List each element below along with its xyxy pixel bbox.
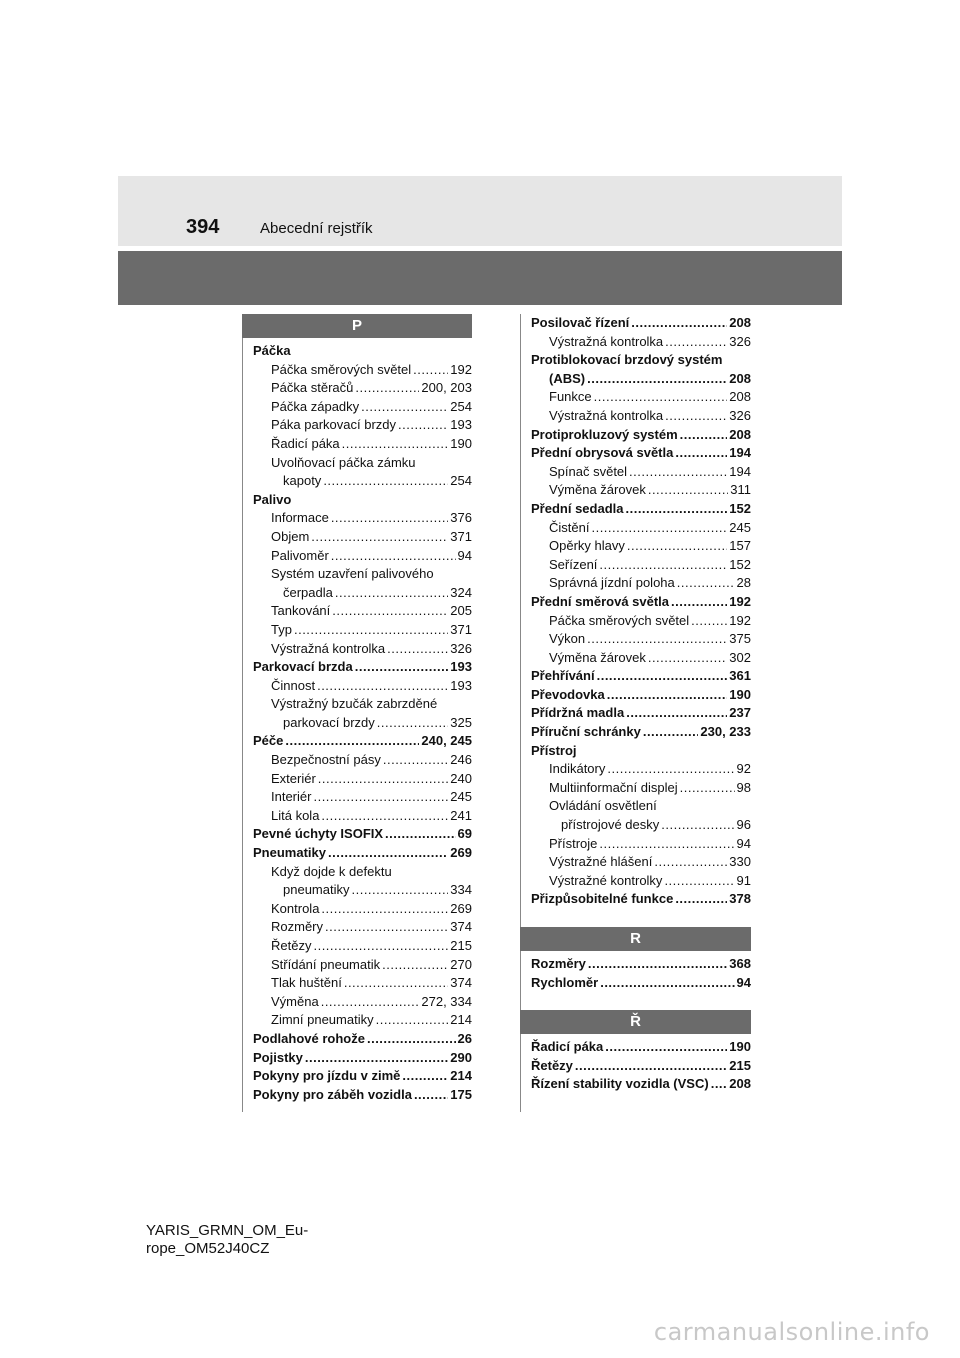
entry-term: Řadicí páka (531, 1039, 604, 1055)
index-entry (531, 872, 751, 891)
entry-term: Opěrky hlavy (549, 538, 625, 554)
index-heading: Protiblokovací brzdový systém (531, 352, 723, 368)
left-entries (243, 342, 472, 1104)
entry-page: 215 (729, 1057, 751, 1073)
entry-term: Páčka směrových světel (271, 361, 412, 377)
entry-term: Zimní pneumatiky (271, 1012, 374, 1028)
index-entry (253, 881, 472, 900)
entry-page: 371 (450, 621, 472, 637)
index-entry (253, 398, 472, 417)
entry-page: 374 (450, 975, 472, 991)
entry-page: 69 (457, 826, 472, 842)
entry-page: 96 (736, 817, 751, 833)
entry-page: 193 (450, 659, 472, 675)
entry-term: Funkce (549, 389, 592, 405)
entry-term: Řetězy (271, 938, 312, 953)
entry-term: Pojistky (253, 1049, 303, 1065)
entry-term: kapoty (283, 473, 322, 489)
index-entry (531, 779, 751, 798)
entry-page: 190 (450, 435, 472, 451)
index-subentry: Ovládání osvětlení (549, 798, 657, 814)
section-header-p: P (242, 314, 472, 338)
footer-line-1: YARIS_GRMN_OM_Eu- (146, 1222, 309, 1239)
index-entry (253, 993, 472, 1012)
entry-page: 192 (729, 593, 751, 609)
index-entry (253, 900, 472, 919)
entry-term: Posilovač řízení (531, 315, 630, 330)
entry-page: 245 (729, 519, 751, 535)
entry-page: 302 (729, 649, 751, 665)
entry-page: 192 (450, 361, 472, 377)
entry-term: Spínač světel (549, 463, 628, 479)
entry-page: 194 (729, 445, 751, 461)
index-entry (253, 714, 472, 733)
entry-term: Výměna žárovek (549, 482, 646, 498)
index-entry (531, 314, 751, 333)
entry-page: 324 (450, 584, 472, 600)
entry-page: 92 (736, 761, 751, 777)
index-entry (253, 1030, 472, 1049)
entry-term: Exteriér (271, 770, 316, 786)
index-entry (531, 612, 751, 631)
index-heading: Páčka (253, 343, 291, 358)
entry-page: 94 (736, 974, 751, 990)
index-entry (253, 1011, 472, 1030)
index-entry (253, 435, 472, 454)
entry-term: přístrojové desky (561, 817, 660, 833)
index-entry (531, 667, 751, 686)
section-header-r: R (520, 927, 751, 951)
entry-term: Čistění (549, 519, 590, 535)
entry-page: 272, 334 (421, 993, 472, 1009)
entry-page: 254 (450, 398, 472, 414)
index-entry (531, 481, 751, 500)
index-entry (253, 732, 472, 751)
entry-page: 374 (450, 919, 472, 935)
index-entry (531, 890, 751, 909)
page-number: 394 (186, 216, 220, 238)
entry-term: Parkovací brzda (253, 659, 353, 675)
index-entry (253, 1067, 472, 1086)
entry-page: 326 (450, 640, 472, 656)
index-subentry: Systém uzavření palivového (271, 566, 434, 582)
entry-page: 237 (729, 705, 751, 721)
entry-page: 94 (457, 547, 472, 563)
entry-page: 240, 245 (421, 733, 472, 749)
index-entry (531, 1038, 751, 1057)
index-subentry: Uvolňovací páčka zámku (271, 454, 416, 470)
index-subentry: Výstražný bzučák zabrzděné (271, 696, 438, 712)
entry-term: Protiprokluzový systém (531, 426, 678, 442)
index-entry (253, 416, 472, 435)
entry-page: 205 (450, 603, 472, 619)
entry-term: Rychloměr (531, 974, 599, 990)
index-entry (253, 528, 472, 547)
entry-term: Přístroje (549, 835, 598, 851)
entry-term: Výstražná kontrolka (549, 407, 664, 423)
entry-term: Přídržná madla (531, 705, 625, 721)
index-subentry: Když dojde k defektu (271, 863, 392, 879)
entry-page: 208 (729, 370, 751, 386)
index-entry (531, 388, 751, 407)
entry-term: Výstražná kontrolka (549, 333, 664, 349)
index-heading: Přístroj (531, 742, 577, 758)
index-entry (253, 509, 472, 528)
index-entry (253, 621, 472, 640)
index-entry (253, 825, 472, 844)
entry-page: 269 (450, 845, 472, 861)
index-entry (253, 770, 472, 789)
entry-term: Výstražné hlášení (549, 854, 653, 870)
entry-term: Přední směrová světla (531, 593, 670, 609)
entry-page: 98 (736, 779, 751, 795)
entry-page: 290 (450, 1049, 472, 1065)
entry-term: Typ (271, 621, 292, 637)
entry-term: Řízení stability vozidla (VSC) (531, 1076, 709, 1092)
index-entry (253, 547, 472, 566)
entry-page: 94 (736, 835, 751, 851)
index-entry (531, 537, 751, 556)
entry-page: 91 (736, 872, 751, 888)
index-entry (253, 379, 472, 398)
entry-page: 254 (450, 473, 472, 489)
entry-page: 28 (736, 575, 751, 591)
entry-term: Příruční schránky (531, 724, 641, 740)
index-column-left (242, 314, 472, 1112)
page-title: Abecední rejstřík (260, 220, 373, 237)
index-entry (253, 1049, 472, 1068)
entry-page: 326 (729, 333, 751, 349)
entry-term: parkovací brzdy (283, 714, 375, 730)
index-entry (531, 853, 751, 872)
index-entry (531, 333, 751, 352)
index-entry (253, 677, 472, 696)
section-header-r-caron: Ř (520, 1010, 751, 1034)
index-entry (531, 760, 751, 779)
entry-term: Výstražné kontrolky (549, 872, 663, 888)
footer (146, 1222, 308, 1258)
entry-term: Objem (271, 528, 310, 544)
entry-page: 240 (450, 770, 472, 786)
entry-term: Bezpečnostní pásy (271, 752, 381, 768)
entry-term: Přizpůsobitelné funkce (531, 891, 674, 907)
entry-term: Rozměry (531, 956, 586, 971)
entry-term: čerpadla (283, 584, 333, 600)
entry-page: 190 (729, 686, 751, 702)
entry-page: 326 (729, 407, 751, 423)
index-entry (253, 844, 472, 863)
index-entry (531, 816, 751, 835)
index-entry (531, 463, 751, 482)
entry-term: pneumatiky (283, 882, 350, 898)
entry-term: Řetězy (531, 1057, 573, 1073)
entry-term: Výměna žárovek (549, 649, 646, 665)
entry-term: Přední obrysová světla (531, 445, 674, 461)
entry-term: Přehřívání (531, 668, 595, 684)
index-entry (531, 370, 751, 389)
index-entry (531, 630, 751, 649)
entry-term: Výstražná kontrolka (271, 640, 386, 656)
entry-page: 270 (450, 956, 472, 972)
entry-term: Pokyny pro záběh vozidla (253, 1086, 412, 1102)
entry-page: 208 (729, 315, 751, 330)
entry-page: 368 (729, 956, 751, 971)
watermark: carmanualsonline.info (653, 1318, 930, 1346)
entry-page: 152 (729, 500, 751, 516)
entry-page: 193 (450, 417, 472, 433)
index-entry (531, 649, 751, 668)
index-entry (531, 407, 751, 426)
index-entry (253, 807, 472, 826)
index-entry (253, 584, 472, 603)
entry-term: Páčka stěračů (271, 380, 354, 396)
index-entry (531, 593, 751, 612)
header-band (118, 176, 842, 246)
index-entry (531, 574, 751, 593)
entry-term: Páčka západky (271, 398, 360, 414)
entry-term: Podlahové rohože (253, 1030, 365, 1046)
index-entry (253, 1086, 472, 1105)
index-entry (253, 956, 472, 975)
index-entry (531, 723, 751, 742)
entry-term: Pevné úchyty ISOFIX (253, 826, 384, 842)
index-entry (253, 602, 472, 621)
entry-term: Pneumatiky (253, 845, 326, 861)
entry-term: Tlak huštění (271, 975, 342, 991)
entry-page: 175 (450, 1086, 472, 1102)
index-entry (253, 472, 472, 491)
entry-term: Přední sedadla (531, 500, 624, 516)
entry-term: Rozměry (271, 919, 324, 935)
entry-page: 375 (729, 631, 751, 647)
entry-page: 325 (450, 714, 472, 730)
entry-term: Tankování (271, 603, 331, 619)
entry-page: 376 (450, 510, 472, 526)
entry-page: 200, 203 (421, 380, 472, 396)
entry-page: 241 (450, 807, 472, 823)
entry-page: 190 (729, 1039, 751, 1055)
index-entry (253, 974, 472, 993)
entry-page: 330 (729, 854, 751, 870)
entry-term: Správná jízdní poloha (549, 575, 675, 591)
entry-term: Pokyny pro jízdu v zimě (253, 1068, 401, 1084)
entry-page: 208 (729, 389, 751, 405)
entry-term: Palivoměr (271, 547, 329, 563)
entry-term: Výměna (271, 993, 319, 1009)
entry-page: 194 (729, 463, 751, 479)
index-entry (253, 937, 472, 956)
entry-page: 215 (450, 938, 472, 953)
index-entry (531, 1075, 751, 1094)
entry-term: Výkon (549, 631, 586, 647)
index-entry (531, 835, 751, 854)
index-entry (253, 361, 472, 380)
r-entries (521, 955, 751, 992)
entry-term: Kontrola (271, 900, 320, 916)
entry-term: Indikátory (549, 761, 606, 777)
entry-page: 361 (729, 668, 751, 684)
entry-page: 334 (450, 882, 472, 898)
entry-term: Péče (253, 733, 284, 749)
entry-term: (ABS) (549, 370, 586, 386)
entry-page: 214 (450, 1068, 472, 1084)
entry-term: Činnost (271, 677, 316, 693)
index-entry (531, 519, 751, 538)
entry-page: 230, 233 (700, 724, 751, 740)
index-entry (531, 704, 751, 723)
index-entry (253, 658, 472, 677)
index-heading: Palivo (253, 491, 292, 507)
index-entry (253, 751, 472, 770)
entry-term: Páka parkovací brzdy (271, 417, 397, 433)
entry-page: 214 (450, 1012, 472, 1028)
entry-page: 208 (729, 426, 751, 442)
entry-page: 246 (450, 752, 472, 768)
entry-page: 245 (450, 789, 472, 805)
r-caron-entries (521, 1038, 751, 1094)
entry-term: Multiinformační displej (549, 779, 678, 795)
entry-term: Interiér (271, 789, 312, 805)
index-column-right (520, 314, 751, 1112)
entry-page: 208 (729, 1076, 751, 1092)
entry-page: 152 (729, 556, 751, 572)
entry-term: Řadicí páka (271, 435, 340, 451)
entry-page: 378 (729, 891, 751, 907)
index-entry (531, 955, 751, 974)
header-dark-band (118, 251, 842, 305)
entry-page: 193 (450, 677, 472, 693)
footer-line-2: rope_OM52J40CZ (146, 1240, 270, 1257)
entry-term: Převodovka (531, 686, 605, 702)
index-entry (531, 686, 751, 705)
entry-page: 371 (450, 528, 472, 544)
entry-term: Informace (271, 510, 329, 526)
index-entry (531, 444, 751, 463)
index-entry (531, 974, 751, 993)
entry-term: Střídání pneumatik (271, 956, 381, 972)
index-entry (531, 556, 751, 575)
index-entry (531, 500, 751, 519)
index-entry (531, 1057, 751, 1076)
entry-page: 269 (450, 900, 472, 916)
right-entries (521, 314, 751, 909)
index-entry (531, 426, 751, 445)
entry-term: Seřízení (549, 556, 598, 572)
entry-term: Páčka směrových světel (549, 612, 690, 628)
entry-page: 26 (457, 1030, 472, 1046)
entry-page: 311 (730, 482, 751, 498)
index-entry (253, 640, 472, 659)
entry-page: 192 (729, 612, 751, 628)
entry-page: 157 (729, 538, 751, 554)
entry-term: Litá kola (271, 807, 320, 823)
index-entry (253, 918, 472, 937)
index-entry (253, 788, 472, 807)
